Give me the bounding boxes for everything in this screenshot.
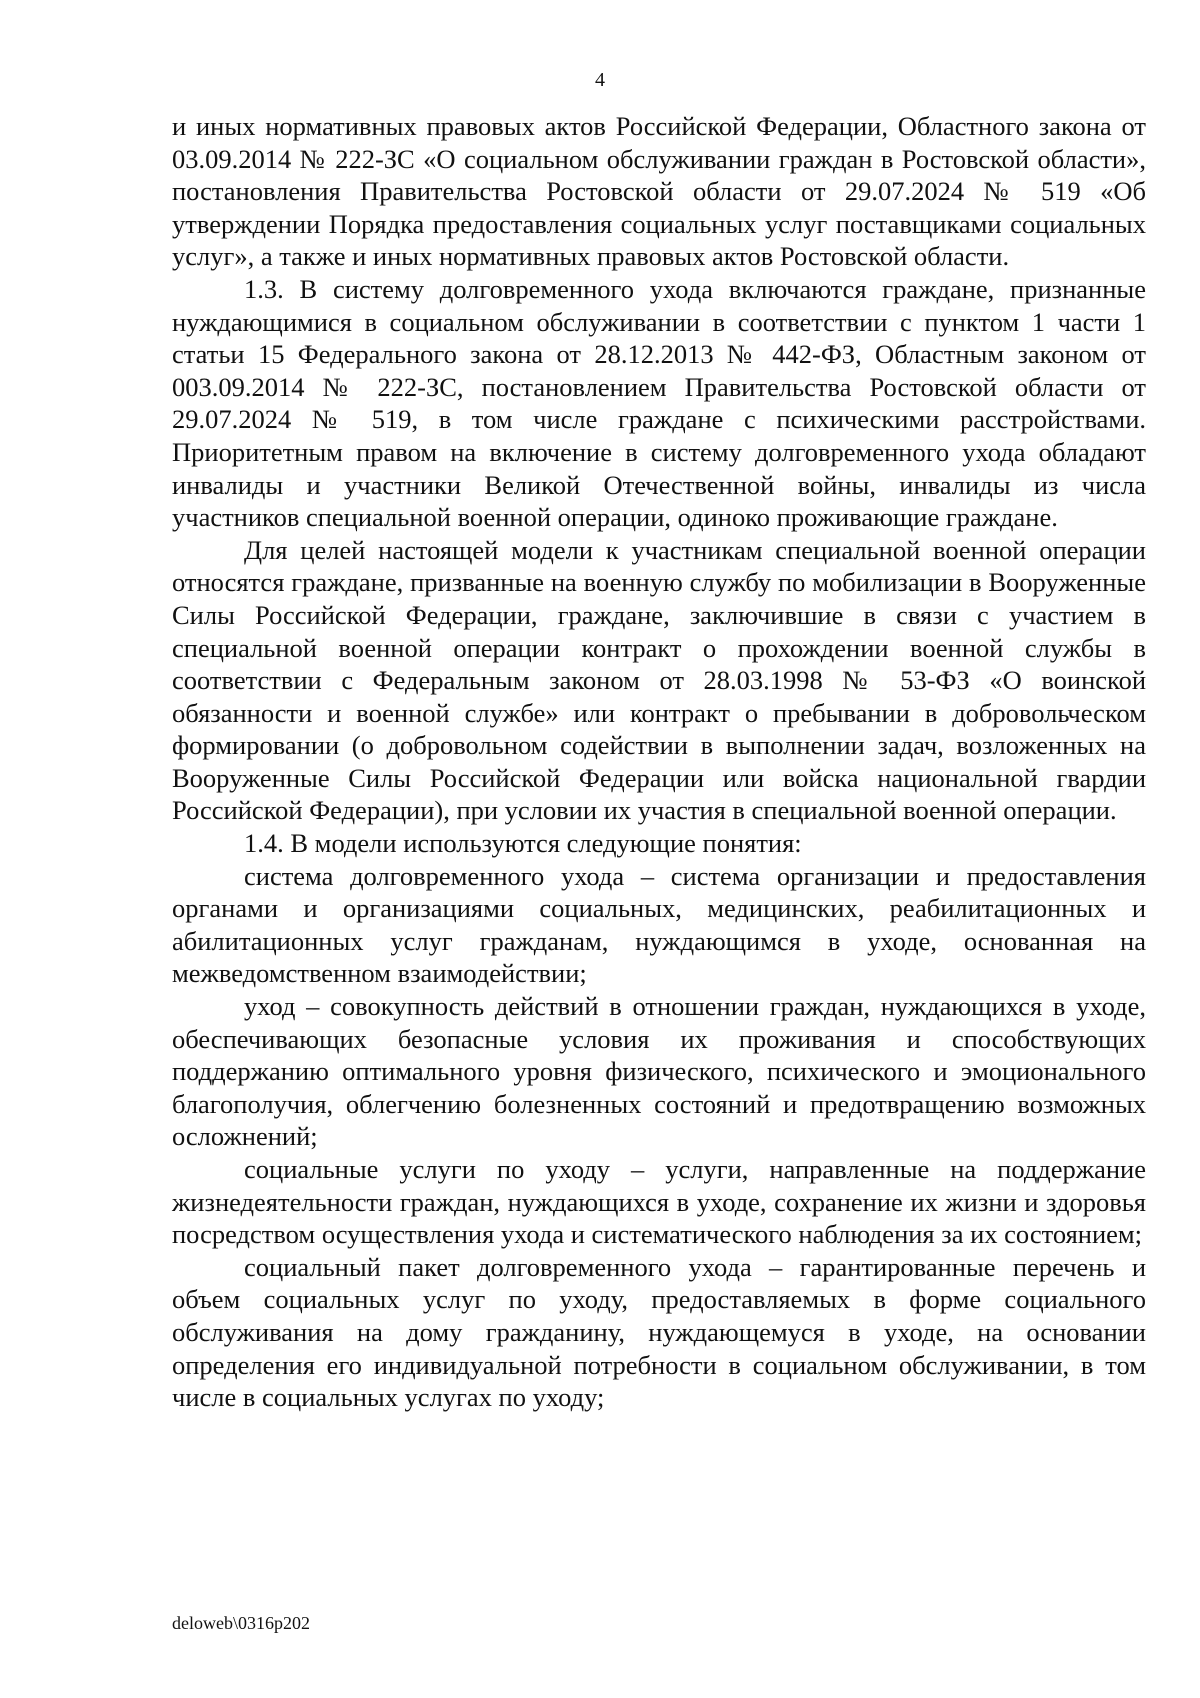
definition-ltc-system: система долговременного ухода – система организации и предоставления органами и организациями социальных, медицинских, реабилитационных и абилитационных услуг гражданам, нуждающимся в уходе, основанная на межведомственном взаимодействии;	[172, 860, 1146, 989]
paragraph-1-4: 1.4. В модели используются следующие понятия:	[244, 828, 802, 859]
document-footer-code: deloweb\0316p202	[172, 1613, 310, 1633]
definition-social-package: социальный пакет долговременного ухода – гарантированные перечень и объем социальных услуг по уходу, предоставляемых в форме социального обслуживания на дому гражданину, нуждающемуся в уходе, на основании определения его индивидуальной потребности в социальном обслуживании, в том числе в социальных услугах по уходу;	[172, 1251, 1146, 1413]
paragraph-svo-participants: Для целей настоящей модели к участникам специальной военной операции относятся граждане, призванные на военную службу по мобилизации в Вооруженные Силы Российской Федерации, граждане, заключившие в связи с участием в специальной военной операции контракт о прохождении военной службы в соответствии с Федеральным законом от 28.03.1998 № 53-ФЗ «О воинской обязанности и военной службе» или контракт о пребывании в добровольческом формировании (о добровольном содействии в выполнении задач, возложенных на Вооруженные Силы Российской Федерации или войска национальной гвардии Российской Федерации), при условии их участия в специальной военной операции.	[172, 534, 1146, 826]
definition-social-care-services: социальные услуги по уходу – услуги, направленные на поддержание жизнедеятельности граждан, нуждающихся в уходе, сохранение их жизни и здоровья посредством осуществления ухода и систематического наблюдения за их состоянием;	[172, 1154, 1146, 1250]
definition-care: уход – совокупность действий в отношении граждан, нуждающихся в уходе, обеспечивающих безопасные условия их проживания и способствующих поддержанию оптимального уровня физического, психического и эмоционального благополучия, облегчению болезненных состояний и предотвращению возможных осложнений;	[172, 991, 1146, 1152]
document-body	[172, 110, 1146, 1414]
paragraph-continuation: и иных нормативных правовых актов Российской Федерации, Областного закона от 03.09.2014 № 222-ЗС «О социальном обслуживании граждан в Ростовской области», постановления Правительства Ростовской области от 29.07.2024 № 519 «Об утверждении Порядка предоставления социальных услуг поставщиками социальных услуг», а также и иных нормативных правовых актов Ростовской области.	[172, 111, 1146, 272]
page-number: 4	[595, 69, 605, 91]
paragraph-1-3: 1.3. В систему долговременного ухода включаются граждане, признанные нуждающимися в социальном обслуживании в соответствии с пунктом 1 части 1 статьи 15 Федерального закона от 28.12.2013 № 442-ФЗ, Областным законом от 003.09.2014 № 222-ЗС, постановлением Правительства Ростовской области от 29.07.2024 № 519, в том числе граждане с психическими расстройствами. Приоритетным правом на включение в систему долговременного ухода обладают инвалиды и участники Великой Отечественной войны, инвалиды из числа участников специальной военной операции, одиноко проживающие граждане.	[172, 273, 1146, 533]
